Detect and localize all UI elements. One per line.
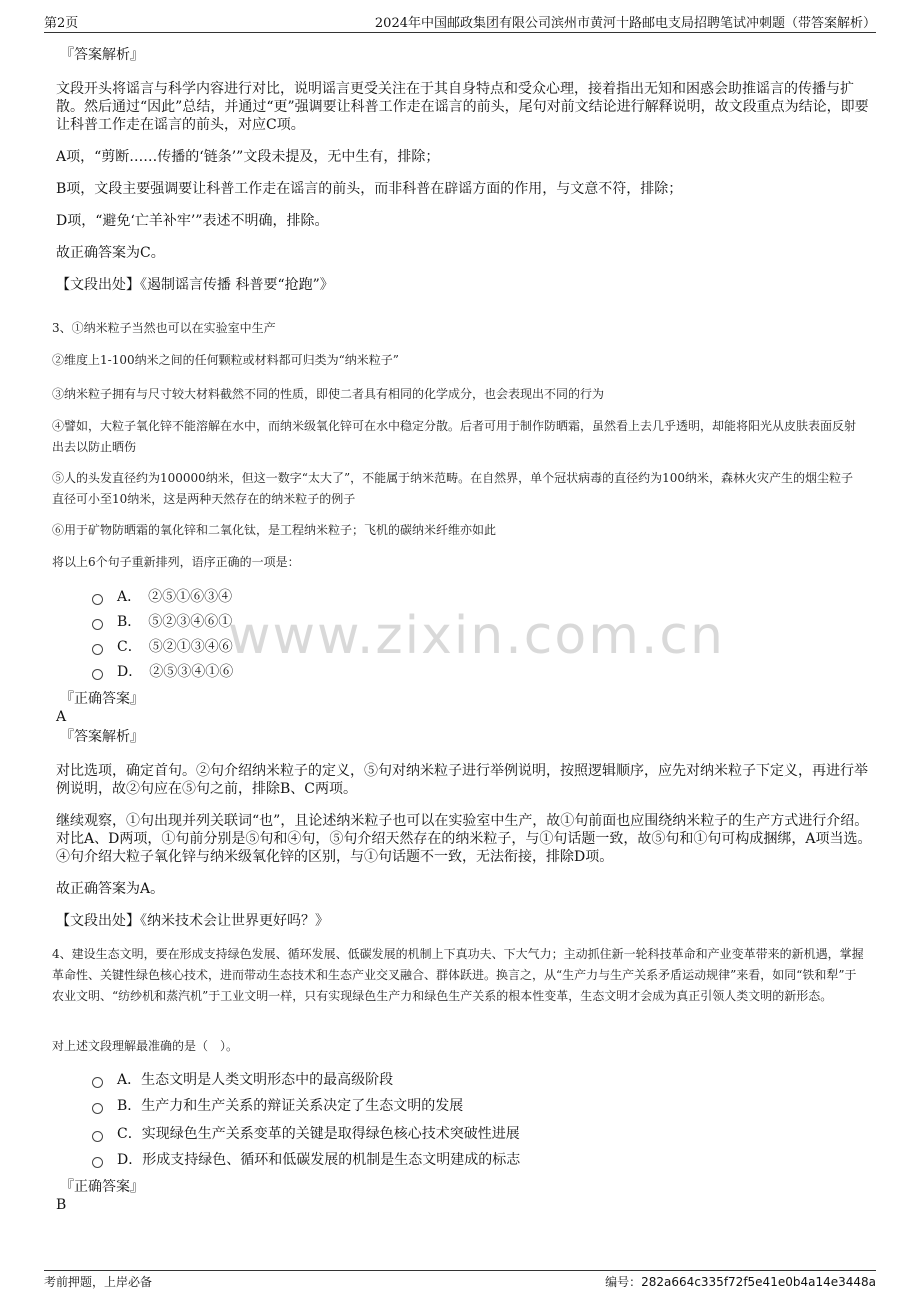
q2-option-d-analysis: D项，“避免‘亡羊补牢’”表述不明确，排除。 <box>56 213 329 229</box>
option-label: B． ⑤②③④⑥① <box>117 614 233 630</box>
q3-analysis-para-1: 对比选项，确定首句。②句介绍纳米粒子的定义，⑤句对纳米粒子进行举例说明，按照逻辑顺序，应先对纳米粒子下定义，再进行举例说明，故②句应在⑤句之前，排除B、C两项。 <box>56 763 868 797</box>
q4-stem: 4、建设生态文明，要在形成支持绿色发展、循环发展、低碳发展的机制上下真功夫、下大气力；主动抓住新一轮科技革命和产业变革带来的新机遇，掌握革命性、关键性绿色核心技术，进而带动生态技术和生态产业交叉融合、群体跃进。换言之，从“生产力与生产关系矛盾运动规律”来看，如同“铁和犁”于农业文明、“纺纱机和蒸汽机”于工业文明一样，只有实现绿色生产力和绿色生产关系的根本性变革，生态文明才会成为真正引领人类文明的新形态。 <box>52 947 864 1003</box>
radio-icon[interactable] <box>92 1131 103 1142</box>
q3-option-a[interactable] <box>92 588 232 606</box>
option-label: C．实现绿色生产关系变革的关键是取得绿色核心技术突破性进展 <box>117 1126 520 1142</box>
q3-option-d[interactable] <box>92 663 233 681</box>
q2-source: 【文段出处】《遏制谣言传播 科普要“抢跑”》 <box>56 277 334 293</box>
radio-icon[interactable] <box>92 669 103 680</box>
q4-option-c[interactable] <box>92 1125 520 1143</box>
q3-sentence-3: ③纳米粒子拥有与尺寸较大材料截然不同的性质，即使二者具有相同的化学成分，也会表现出不同的行为 <box>52 387 605 401</box>
page-header <box>44 12 876 33</box>
page-number: 第2页 <box>44 16 79 31</box>
q4-answer-label: 『正确答案』 <box>60 1179 144 1195</box>
q3-option-c[interactable] <box>92 638 233 656</box>
option-label: B．生产力和生产关系的辩证关系决定了生态文明的发展 <box>117 1098 464 1114</box>
document-id: 编号：282a664c335f72f5e41e0b4a14e3448a <box>605 1275 876 1289</box>
q3-question: 将以上6个句子重新排列，语序正确的一项是： <box>52 555 300 569</box>
q2-conclusion: 故正确答案为C。 <box>56 245 165 261</box>
q3-sentence-1: 3、①纳米粒子当然也可以在实验室中生产 <box>52 321 276 335</box>
radio-icon[interactable] <box>92 594 103 605</box>
radio-icon[interactable] <box>92 1157 103 1168</box>
option-label: D． ②⑤③④①⑥ <box>117 664 234 680</box>
radio-icon[interactable] <box>92 1103 103 1114</box>
q3-option-b[interactable] <box>92 613 232 631</box>
option-label: A． ②⑤①⑥③④ <box>117 589 233 605</box>
q3-conclusion: 故正确答案为A。 <box>56 881 165 897</box>
watermark: www.zixin.com.cn <box>228 606 725 666</box>
radio-icon[interactable] <box>92 1077 103 1088</box>
q3-analysis-para-2: 继续观察，①句出现并列关联词“也”，且论述纳米粒子也可以在实验室中生产，故①句前面也应围绕纳米粒子的生产方式进行介绍。对比A、D两项，①句前分别是⑤句和④句，⑤句介绍天然存在的纳米粒子，与①句话题一致，故⑤句和①句可构成捆绑，A项当选。④句介绍大粒子氧化锌与纳米级氧化锌的区别，与①句话题不一致，无法衔接，排除D项。 <box>56 813 872 865</box>
option-label: C． ⑤②①③④⑥ <box>117 639 233 655</box>
q3-answer: A <box>56 709 67 725</box>
q3-analysis-label: 『答案解析』 <box>60 729 144 745</box>
q3-answer-label: 『正确答案』 <box>60 691 144 707</box>
q3-sentence-2: ②维度上1-100纳米之间的任何颗粒或材料都可归类为“纳米粒子” <box>52 353 399 367</box>
q4-option-d[interactable] <box>92 1151 520 1169</box>
q3-sentence-5: ⑤人的头发直径约为100000纳米，但这一数字“太大了”，不能属于纳米范畴。在自然界，单个冠状病毒的直径约为100纳米，森林火灾产生的烟尘粒子直径可小至10纳米，这是两种天然存在的纳米粒子的例子 <box>52 471 853 506</box>
radio-icon[interactable] <box>92 644 103 655</box>
q3-source: 【文段出处】《纳米技术会让世界更好吗？》 <box>56 913 329 929</box>
option-label: A．生态文明是人类文明形态中的最高级阶段 <box>117 1072 394 1088</box>
q3-sentence-6: ⑥用于矿物防晒霜的氧化锌和二氧化钛，是工程纳米粒子；飞机的碳纳米纤维亦如此 <box>52 523 497 537</box>
q3-sentence-4: ④譬如，大粒子氧化锌不能溶解在水中，而纳米级氧化锌可在水中稳定分散。后者可用于制作防晒霜，虽然看上去几乎透明，却能将阳光从皮肤表面反射出去以防止晒伤 <box>52 419 857 454</box>
page-footer <box>44 1270 876 1293</box>
document-title: 2024年中国邮政集团有限公司滨州市黄河十路邮电支局招聘笔试冲刺题（带答案解析） <box>374 16 876 31</box>
q4-question: 对上述文段理解最准确的是（ ）。 <box>52 1039 239 1053</box>
option-label: D．形成支持绿色、循环和低碳发展的机制是生态文明建成的标志 <box>117 1152 521 1168</box>
q2-analysis-para: 文段开头将谣言与科学内容进行对比，说明谣言更受关注在于其自身特点和受众心理，接着指出无知和困惑会助推谣言的传播与扩散。然后通过“因此”总结，并通过“更”强调要让科普工作走在谣言的前头，尾句对前文结论进行解释说明，故文段重点为结论，即要让科普工作走在谣言的前头，对应C项。 <box>56 81 869 133</box>
q4-option-a[interactable] <box>92 1071 393 1089</box>
footer-slogan: 考前押题，上岸必备 <box>44 1275 153 1289</box>
q4-answer: B <box>56 1197 67 1213</box>
q2-option-b-analysis: B项，文段主要强调要让科普工作走在谣言的前头，而非科普在辟谣方面的作用，与文意不符，排除； <box>56 181 683 197</box>
radio-icon[interactable] <box>92 619 103 630</box>
q2-analysis-label: 『答案解析』 <box>60 47 144 63</box>
q4-option-b[interactable] <box>92 1097 463 1115</box>
q2-option-a-analysis: A项，“剪断……传播的‘链条’”文段未提及，无中生有，排除； <box>56 149 440 165</box>
